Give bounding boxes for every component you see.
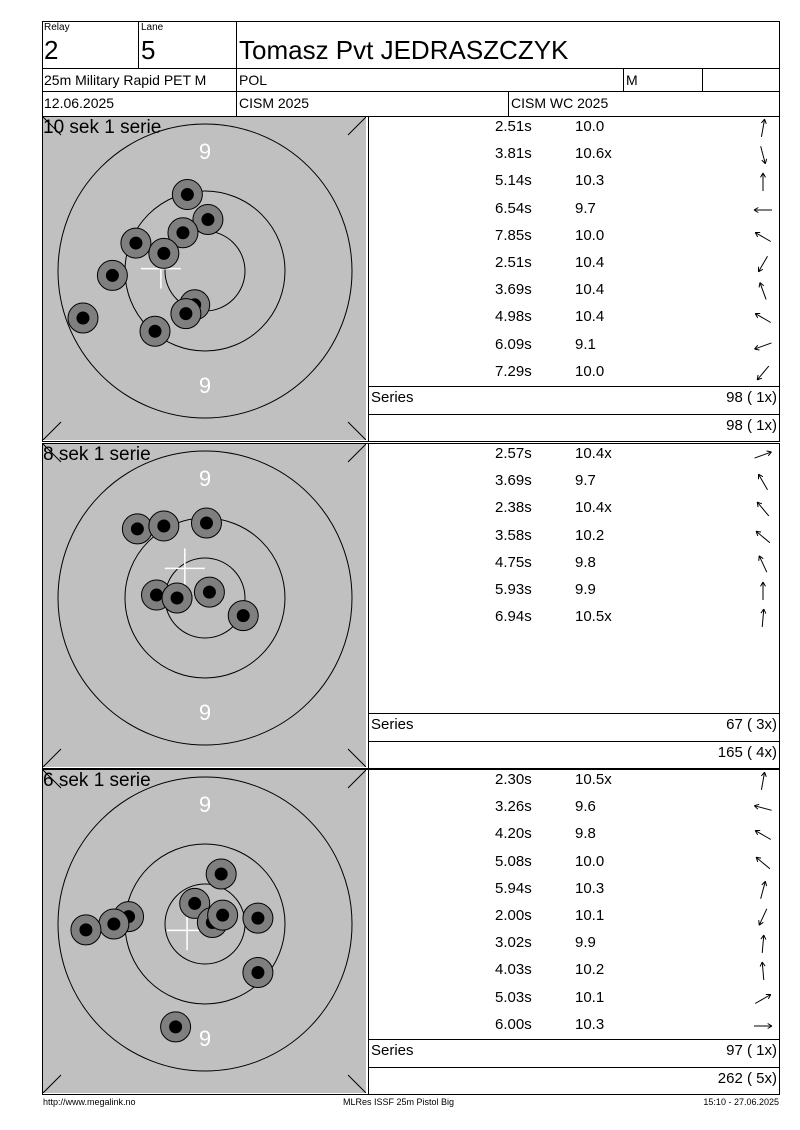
- shot-time: 4.20s: [495, 825, 532, 843]
- shot-time: 2.51s: [495, 118, 532, 135]
- series-title: 6 sek 1 serie: [43, 770, 151, 791]
- shot-impact-center: [131, 522, 144, 535]
- header-divider: [702, 68, 703, 91]
- cumulative-total: 262 ( 5x): [717, 1070, 777, 1087]
- gender: M: [626, 72, 638, 88]
- shot-time: 3.02s: [495, 934, 532, 952]
- header-divider: [508, 91, 509, 117]
- shot-score: 10.1: [575, 988, 605, 1006]
- date: 12.06.2025: [44, 95, 115, 111]
- series-total: 97 ( 1x): [726, 1042, 777, 1059]
- shot-score: 10.0: [575, 362, 605, 380]
- shot-impact-center: [216, 909, 229, 922]
- series-row-divider: [368, 414, 780, 415]
- shot-score: 9.7: [575, 472, 596, 490]
- shot-score: 9.8: [575, 825, 596, 843]
- relay-value: 2: [44, 35, 59, 65]
- direction-arrow-icon: [752, 144, 774, 166]
- shot-score: 10.0: [575, 226, 605, 244]
- ring-label: 9: [198, 373, 212, 398]
- shot-time: 4.75s: [495, 553, 532, 571]
- shot-time: 7.85s: [495, 226, 532, 244]
- header-divider: [623, 68, 624, 91]
- competition: CISM 2025: [239, 95, 310, 111]
- shot-score: 10.1: [575, 907, 605, 924]
- series-row-divider: [368, 1067, 780, 1068]
- shot-impact-center: [203, 586, 216, 599]
- ring-label: 9: [198, 700, 212, 725]
- direction-arrow-icon: [752, 199, 774, 221]
- shot-impact-center: [201, 213, 214, 226]
- direction-arrow-icon: [752, 960, 774, 982]
- shot-impact-center: [237, 609, 250, 622]
- shot-impact-center: [251, 966, 264, 979]
- shot-time: 6.09s: [495, 335, 532, 353]
- shot-time: 6.00s: [495, 1015, 532, 1033]
- ring-label: 9: [198, 1026, 212, 1051]
- nation: POL: [239, 72, 268, 88]
- shot-time: 5.03s: [495, 988, 532, 1006]
- ring-label: 9: [198, 139, 212, 164]
- series-total: 98 ( 1x): [726, 389, 777, 406]
- shot-score: 9.6: [575, 798, 596, 816]
- shot-score: 10.3: [575, 1015, 605, 1033]
- series-title: 10 sek 1 serie: [43, 117, 162, 138]
- shot-time: 5.08s: [495, 852, 532, 870]
- shot-score: 9.8: [575, 553, 596, 571]
- shot-impact-center: [188, 897, 201, 910]
- direction-arrow-icon: [752, 335, 774, 357]
- shot-time: 2.00s: [495, 907, 532, 924]
- shot-time: 4.98s: [495, 308, 532, 326]
- series-title: 8 sek 1 serie: [43, 444, 151, 465]
- target-face: [43, 117, 366, 440]
- shot-impact-center: [79, 923, 92, 936]
- shot-time: 2.38s: [495, 499, 532, 517]
- direction-arrow-icon: [752, 1015, 774, 1037]
- series-total-label: Series: [371, 389, 414, 406]
- direction-arrow-icon: [752, 498, 774, 520]
- shot-score: 10.4: [575, 308, 605, 326]
- direction-arrow-icon: [752, 526, 774, 548]
- lane-label: Lane: [141, 22, 164, 33]
- shot-score: 10.5x: [575, 608, 612, 626]
- direction-arrow-icon: [752, 988, 774, 1010]
- venue: CISM WC 2025: [511, 95, 609, 111]
- direction-arrow-icon: [752, 444, 774, 466]
- shot-time: 3.81s: [495, 145, 532, 163]
- shot-impact-center: [251, 912, 264, 925]
- shot-score: 10.6x: [575, 145, 612, 163]
- series-row-divider: [368, 1039, 780, 1040]
- direction-arrow-icon: [752, 580, 774, 602]
- direction-arrow-icon: [752, 171, 774, 193]
- shot-time: 5.94s: [495, 879, 532, 897]
- shot-score: 10.3: [575, 172, 605, 190]
- direction-arrow-icon: [752, 797, 774, 819]
- shot-score: 10.0: [575, 118, 605, 135]
- shot-impact-center: [176, 226, 189, 239]
- shot-time: 3.69s: [495, 472, 532, 490]
- direction-arrow-icon: [752, 117, 774, 139]
- event-name: 25m Military Rapid PET M: [44, 72, 207, 88]
- shot-time: 4.03s: [495, 961, 532, 979]
- footer-software: MLRes ISSF 25m Pistol Big: [343, 1097, 455, 1107]
- cumulative-total: 98 ( 1x): [726, 417, 777, 434]
- shot-time: 3.69s: [495, 281, 532, 299]
- series-divider: [368, 769, 369, 1095]
- shot-impact-center: [169, 1020, 182, 1033]
- shot-time: 6.94s: [495, 608, 532, 626]
- header-divider: [138, 21, 139, 69]
- shot-time: 5.14s: [495, 172, 532, 190]
- lane-value: 5: [141, 35, 156, 65]
- ring-label: 9: [198, 792, 212, 817]
- shot-impact-center: [157, 247, 170, 260]
- series-divider: [368, 443, 369, 769]
- shot-impact-center: [107, 918, 120, 931]
- direction-arrow-icon: [752, 879, 774, 901]
- direction-arrow-icon: [752, 553, 774, 575]
- direction-arrow-icon: [752, 824, 774, 846]
- direction-arrow-icon: [752, 471, 774, 493]
- shot-time: 2.57s: [495, 445, 532, 462]
- shot-impact-center: [171, 592, 184, 605]
- shot-score: 9.1: [575, 335, 596, 353]
- shot-impact-center: [106, 269, 119, 282]
- shot-impact-center: [157, 519, 170, 532]
- shot-score: 10.4: [575, 281, 605, 299]
- shot-score: 9.9: [575, 581, 596, 598]
- series-total-label: Series: [371, 1042, 414, 1059]
- shot-impact-center: [149, 325, 162, 338]
- footer-url[interactable]: http://www.megalink.no: [43, 1097, 136, 1107]
- direction-arrow-icon: [752, 607, 774, 629]
- series-divider: [368, 116, 369, 442]
- shot-score: 10.2: [575, 526, 605, 544]
- direction-arrow-icon: [752, 933, 774, 955]
- direction-arrow-icon: [752, 307, 774, 329]
- direction-arrow-icon: [752, 906, 774, 928]
- shot-impact-center: [181, 188, 194, 201]
- cumulative-total: 165 ( 4x): [717, 744, 777, 761]
- shot-score: 10.4x: [575, 445, 612, 462]
- shot-time: 5.93s: [495, 581, 532, 598]
- shot-impact-center: [179, 307, 192, 320]
- header-divider: [42, 68, 780, 69]
- shot-score: 10.0: [575, 852, 605, 870]
- direction-arrow-icon: [752, 362, 774, 384]
- shot-time: 3.26s: [495, 798, 532, 816]
- ring-label: 9: [198, 466, 212, 491]
- direction-arrow-icon: [752, 852, 774, 874]
- direction-arrow-icon: [752, 280, 774, 302]
- series-total-label: Series: [371, 716, 414, 733]
- shot-impact-center: [76, 312, 89, 325]
- shot-time: 7.29s: [495, 362, 532, 380]
- shooter-name: Tomasz Pvt JEDRASZCZYK: [239, 35, 569, 65]
- header-divider: [42, 91, 780, 92]
- shot-impact-center: [129, 237, 142, 250]
- shot-score: 9.9: [575, 934, 596, 952]
- shot-score: 10.5x: [575, 771, 612, 788]
- target-face: [43, 444, 366, 767]
- shot-impact-center: [200, 517, 213, 530]
- target-face: [43, 770, 366, 1093]
- header-divider: [236, 21, 237, 117]
- shot-time: 2.30s: [495, 771, 532, 788]
- direction-arrow-icon: [752, 253, 774, 275]
- shot-score: 10.3: [575, 879, 605, 897]
- relay-label: Relay: [44, 22, 70, 33]
- shot-time: 6.54s: [495, 199, 532, 217]
- shot-time: 2.51s: [495, 254, 532, 271]
- shot-score: 10.4: [575, 254, 605, 271]
- series-row-divider: [368, 741, 780, 742]
- series-row-divider: [368, 386, 780, 387]
- footer-timestamp: 15:10 - 27.06.2025: [703, 1097, 779, 1107]
- shot-impact-center: [215, 868, 228, 881]
- series-total: 67 ( 3x): [726, 716, 777, 733]
- direction-arrow-icon: [752, 226, 774, 248]
- direction-arrow-icon: [752, 770, 774, 792]
- series-row-divider: [368, 713, 780, 714]
- shot-impact-center: [150, 589, 163, 602]
- shot-score: 9.7: [575, 199, 596, 217]
- shot-time: 3.58s: [495, 526, 532, 544]
- shot-score: 10.4x: [575, 499, 612, 517]
- shot-score: 10.2: [575, 961, 605, 979]
